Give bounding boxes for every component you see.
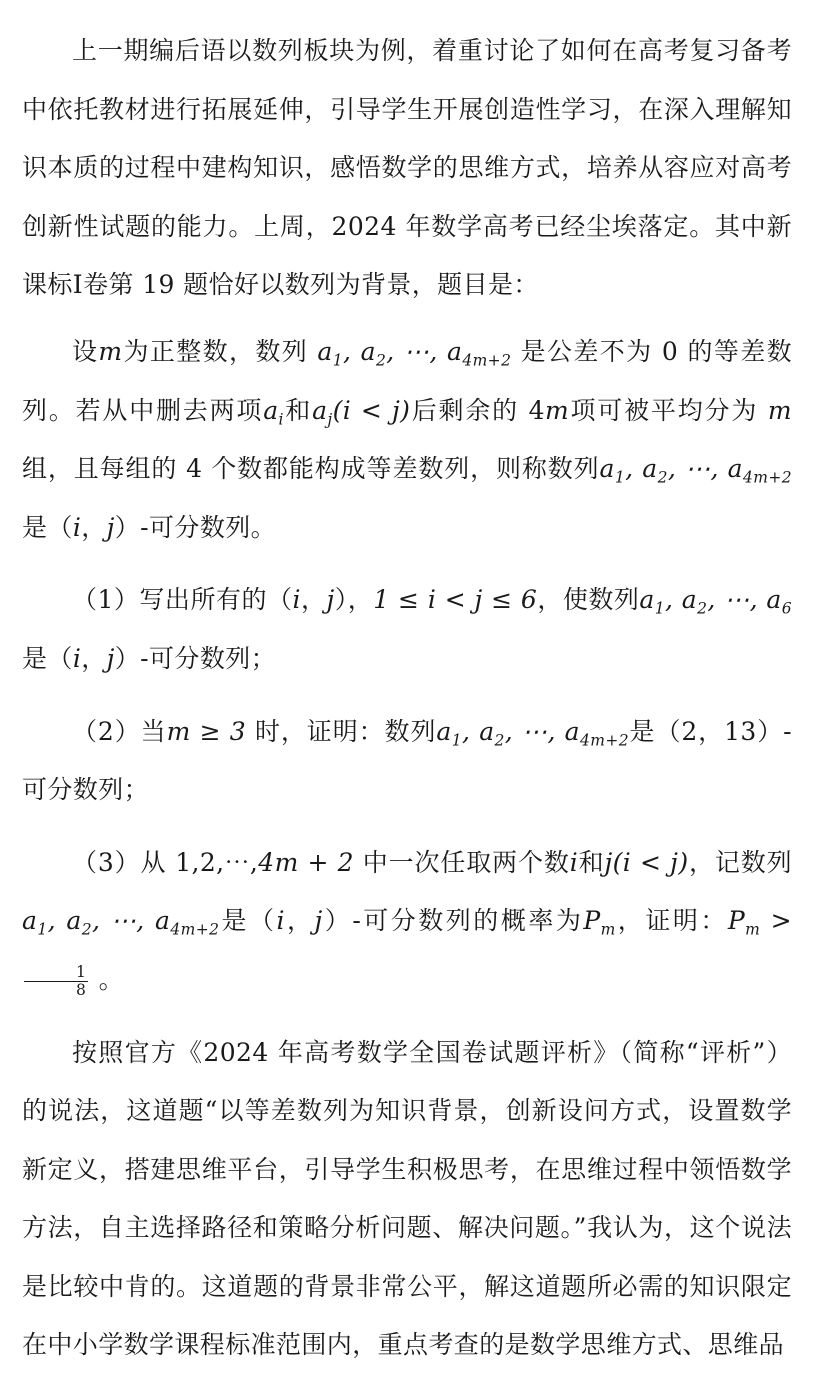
problem-statement: 设m为正整数，数列 $a_1$, $a_2$, ⋯, $a_{4m+2}$ 是公差不为 0 的等差数列。若从中删去两项$a_i$和$a_j(i < j)$后剩余的 4m项可被平均分为 m 组，且每组的 4 个数都能构成等差数列，则称数列$a_1$, $a_2$, ⋯, $a_{4m+2}$是（i，j）-可分数列。: [22, 323, 792, 557]
sequence-notation: $a_1$, $a_2$, ⋯, $a_{4m+2}$: [317, 337, 511, 366]
spacer: [22, 1010, 792, 1024]
question-2: （2）当m ≥ 3 时，证明：数列$a_1$, $a_2$, ⋯, $a_{4m+2}$是（2，13）-可分数列；: [22, 703, 792, 820]
spacer: [22, 557, 792, 571]
question-1: （1）写出所有的（i，j），1 ≤ i < j ≤ 6，使数列$a_1$, $a_2$, ⋯, $a_6$是（i，j）-可分数列；: [22, 571, 792, 688]
spacer: [22, 689, 792, 703]
spacer: [22, 820, 792, 834]
question-3: （3）从 1,2,⋯,4m + 2 中一次任取两个数i和j(i < j)，记数列$a_1$, $a_2$, ⋯, $a_{4m+2}$是（i，j）-可分数列的概率为$P_m$，证明：$P_m$ > $\frac{1}{8}$ 。: [22, 834, 792, 1010]
commentary-paragraph: 按照官方《2024 年高考数学全国卷试题评析》（简称“评析”）的说法，这道题“以等差数列为知识背景，创新设问方式，设置数学新定义，搭建思维平台，引导学生积极思考，在思维过程中领悟数学方法，自主选择路径和策略分析问题、解决问题。”我认为，这个说法是比较中肯的。这道题的背景非常公平，解这道题所必需的知识限定在中小学数学课程标准范围内，重点考查的是数学思维方式、思维品: [22, 1024, 792, 1375]
spacer: [22, 315, 792, 323]
intro-paragraph: 上一期编后语以数列板块为例，着重讨论了如何在高考复习备考中依托教材进行拓展延伸，引导学生开展创造性学习，在深入理解知识本质的过程中建构知识，感悟数学的思维方式，培养从容应对高考创新性试题的能力。上周，2024 年数学高考已经尘埃落定。其中新课标I卷第 19 题恰好以数列为背景，题目是：: [22, 22, 792, 315]
fraction-one-eighth: $\frac{1}{8}$: [24, 964, 88, 999]
